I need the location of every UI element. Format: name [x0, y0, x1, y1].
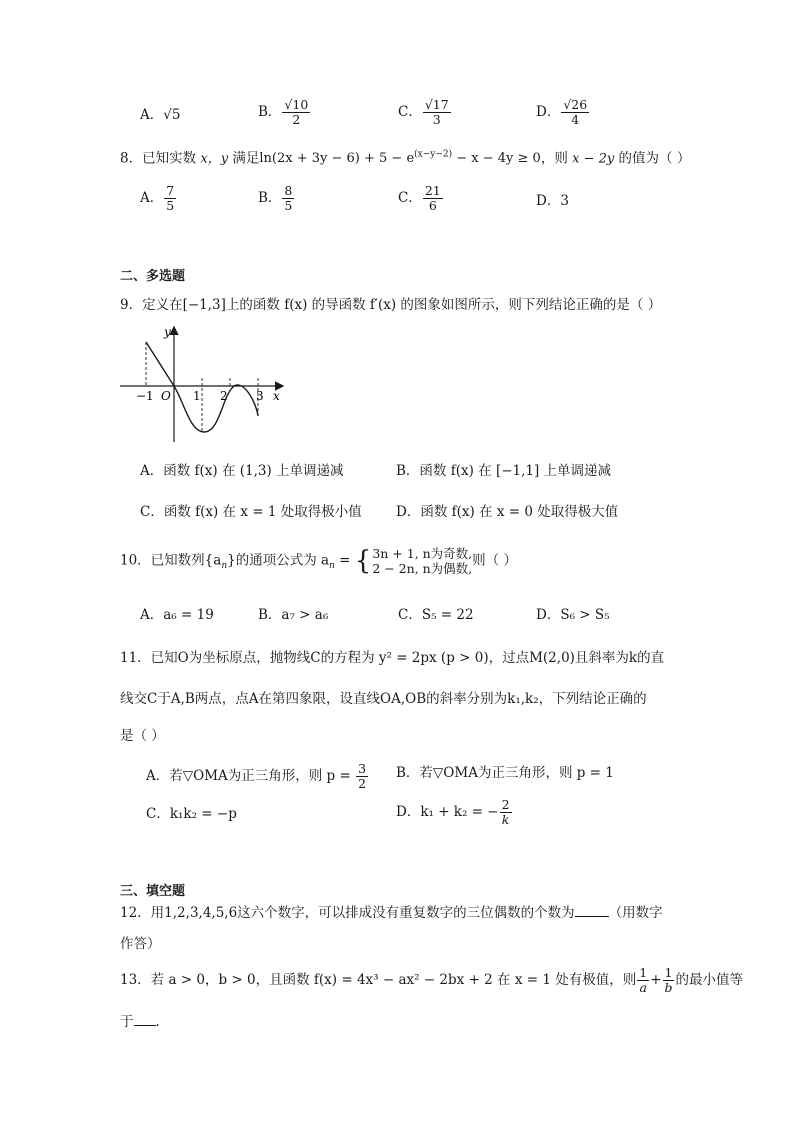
- origin-label: O: [161, 389, 171, 403]
- stem-text: 13．若 a > 0，b > 0，且函数 f(x) = 4x³ − ax² − 2bx + 2 在 x = 1 处有极值，则: [120, 972, 637, 988]
- q10-option-a: A．a₆ = 19: [140, 607, 214, 623]
- q8-option-d: [536, 192, 569, 210]
- answer-blank[interactable]: [575, 904, 609, 917]
- q7-option-c: [398, 98, 452, 127]
- q9-option-a: A．函数 f(x) 在 (1,3) 上单调递减: [140, 463, 344, 479]
- option-text: D．k₁ + k₂ = −: [396, 804, 499, 820]
- subscript: n: [329, 561, 335, 572]
- denominator: 2: [292, 112, 301, 127]
- stem-text: .: [155, 1014, 160, 1030]
- stem-condition: [259, 151, 540, 166]
- q11-option-b: B．若▽OMA为正三角形，则 p = 1: [396, 765, 614, 781]
- stem-math: x，y: [200, 151, 229, 167]
- numerator: √10: [284, 97, 309, 112]
- option-expr: 3: [560, 193, 569, 209]
- q12-stem-line: 作答）: [120, 936, 161, 952]
- numerator: 2: [501, 797, 510, 812]
- stem-math: x − 2y: [572, 151, 615, 167]
- fraction: [663, 966, 675, 995]
- case-line: 3n + 1, n为奇数,: [372, 546, 473, 561]
- stem-text: 的最小值等: [675, 972, 744, 988]
- q11-option-c: C．k₁k₂ = −p: [146, 806, 237, 822]
- numerator: 3: [358, 761, 367, 776]
- q10-option-d: D．S₆ > S₅: [536, 607, 610, 623]
- q9-option-d: D．函数 f(x) 在 x = 0 处取得极大值: [396, 504, 619, 520]
- condition-tail: − x − 4y ≥ 0: [452, 151, 541, 167]
- q8-option-c: [398, 184, 444, 213]
- stem-text: 满足: [232, 150, 260, 167]
- numerator: √26: [563, 97, 588, 112]
- fraction: [282, 98, 310, 127]
- q13-stem: [120, 966, 743, 995]
- stem-text: 已知实数: [142, 150, 197, 167]
- fraction: [423, 184, 443, 213]
- section-heading: 二、多选题: [120, 269, 186, 284]
- condition-expr: ln(2x + 3y − 6) + 5 − e: [259, 151, 415, 167]
- section-heading: 三、填空题: [120, 884, 186, 899]
- q7-option-d: [536, 98, 590, 127]
- fraction: [282, 184, 294, 213]
- fraction: [423, 98, 451, 127]
- case-line: 2 − 2n, n为偶数,: [372, 561, 473, 576]
- option-text: A．若▽OMA为正三角形，则 p =: [146, 768, 356, 784]
- q9-stem: 9．定义在[−1,3]上的函数 f(x) 的导函数 f′(x) 的图象如图所示，则下列结论正确的是（ ）: [120, 297, 662, 313]
- fraction: [500, 798, 512, 827]
- option-label: C．: [398, 104, 422, 120]
- q7-option-a: [140, 106, 180, 124]
- q12-stem: [120, 904, 663, 922]
- numerator: 7: [166, 183, 175, 198]
- answer-blank[interactable]: [134, 1013, 156, 1026]
- numerator: 21: [424, 183, 441, 198]
- denominator: b: [664, 980, 673, 995]
- stem-text: 12．用1,2,3,4,5,6这六个数字，可以排成没有重复数字的三位偶数的个数为: [120, 905, 575, 921]
- q8-stem: [120, 146, 690, 168]
- tick-label: 3: [256, 389, 264, 403]
- stem-text: ，则: [540, 150, 568, 167]
- numerator: 1: [664, 965, 673, 980]
- fraction: [164, 184, 176, 213]
- stem-text: =: [334, 552, 355, 569]
- q11-stem-line: 是（ ）: [120, 728, 165, 744]
- denominator: 6: [428, 198, 437, 213]
- q7-option-b: [258, 98, 311, 127]
- q11-stem-line: 线交C于A,B两点，点A在第四象限，设直线OA,OB的斜率分别为k₁,k₂，下列结论正确的: [120, 691, 647, 707]
- fraction: [356, 762, 368, 791]
- stem-text: 于: [120, 1014, 134, 1030]
- denominator: k: [501, 812, 510, 827]
- x-axis-label: x: [273, 389, 280, 403]
- q11-stem-line: 11．已知O为坐标原点，抛物线C的方程为 y² = 2px (p > 0)，过点M(2,0)且斜率为k的直: [120, 650, 665, 666]
- stem-text: （用数字: [608, 905, 663, 921]
- option-label: A．: [140, 190, 164, 206]
- derivative-graph: [116, 322, 288, 448]
- q9-option-b: B．函数 f(x) 在 [−1,1] 上单调递减: [396, 463, 612, 479]
- option-expr: √5: [163, 107, 181, 123]
- y-axis-label: y: [164, 325, 171, 339]
- q10-stem: [120, 546, 517, 576]
- fraction: [561, 98, 589, 127]
- q8-option-a: [140, 184, 177, 213]
- numerator: 1: [639, 965, 648, 980]
- q10-option-c: C．S₅ = 22: [398, 607, 474, 623]
- numerator: 8: [284, 183, 293, 198]
- option-label: D．: [536, 104, 561, 120]
- option-label: B．: [258, 190, 282, 206]
- stem-text: 的值为（ ）: [618, 150, 691, 167]
- stem-text: }的通项公式为 a: [227, 552, 330, 569]
- q10-option-b: B．a₇ > a₆: [258, 607, 329, 623]
- q9-option-c: C．函数 f(x) 在 x = 1 处取得极小值: [140, 504, 362, 520]
- fraction: [637, 966, 649, 995]
- denominator: 5: [166, 198, 175, 213]
- piecewise-cases: [372, 546, 472, 576]
- tick-label: −1: [136, 389, 154, 403]
- denominator: 4: [571, 112, 580, 127]
- q11-option-d: [396, 798, 513, 827]
- q13-stem-line: [120, 1013, 160, 1031]
- question-number: 8．: [120, 150, 143, 167]
- subscript: n: [221, 561, 228, 572]
- option-label: C．: [398, 190, 422, 206]
- denominator: a: [639, 980, 647, 995]
- denominator: 3: [432, 112, 441, 127]
- option-label: A．: [140, 107, 164, 123]
- denominator: 5: [284, 198, 293, 213]
- operator: +: [650, 972, 662, 988]
- option-label: D．: [536, 193, 561, 209]
- condition-exponent: (x−y−2): [414, 150, 453, 160]
- option-label: B．: [258, 104, 282, 120]
- tick-label: 2: [220, 389, 228, 403]
- q8-option-b: [258, 184, 295, 213]
- stem-text: 则（ ）: [472, 552, 517, 569]
- tick-label: 1: [193, 389, 201, 403]
- stem-text: 10．已知数列{a: [120, 552, 222, 569]
- denominator: 2: [358, 776, 367, 791]
- numerator: √17: [424, 97, 449, 112]
- q11-option-a: [146, 762, 369, 791]
- piecewise-brace: {: [354, 546, 372, 576]
